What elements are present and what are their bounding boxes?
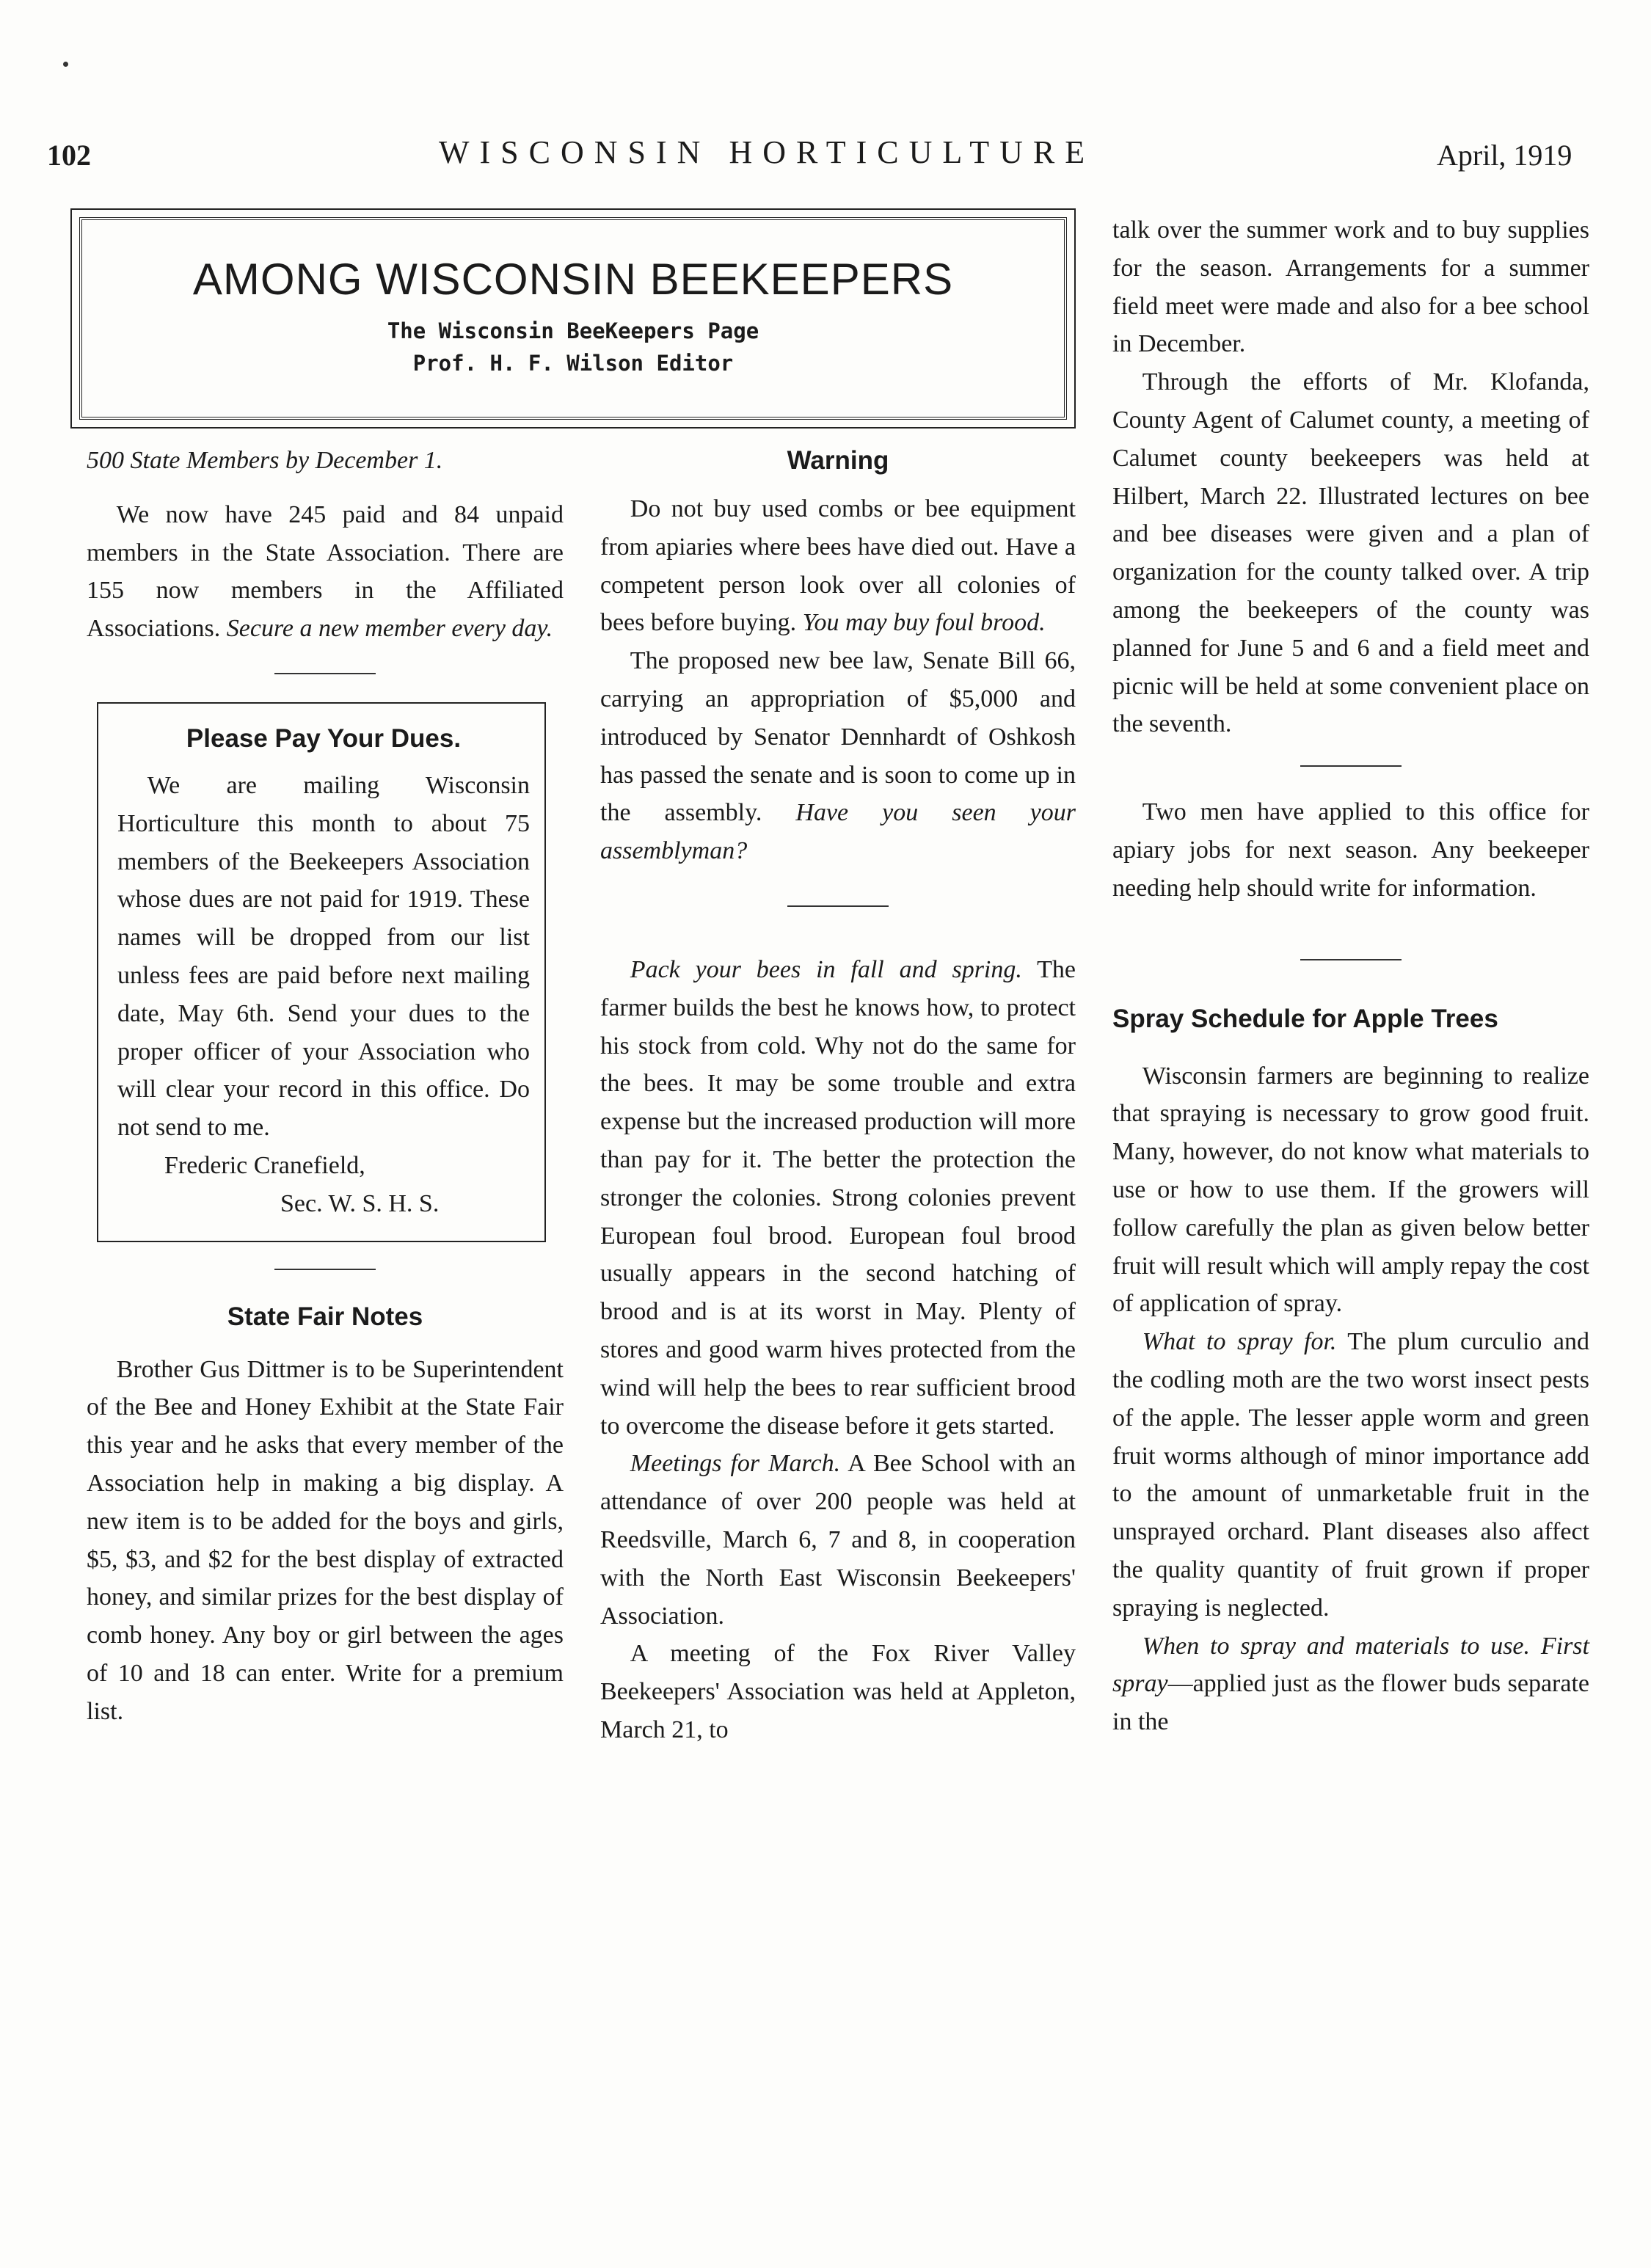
warning-heading: Warning [787, 446, 889, 475]
calumet-meeting-text: Through the efforts of Mr. Klofanda, County Agent of Calumet county, a meeting of Calumet county beekeepers was held at Hilbert, March 22. Illustrated lectures on bee and bee diseases were given and a plan of organization for the county talked over. A trip among the beekeepers of the county was planned for June 5 and 6 and a field meet and picnic will be held at some convenient place on the seventh. [1112, 368, 1589, 738]
pack-bees-text: The farmer builds the best he knows how, to protect his stock from cold. Why not do the same for the bees. It may be some trouble and extra expense but the increased production will more than pay for it. The better the protection the stronger the colonies. Strong colonies prevent European foul brood. European foul brood usually appears in the second hatching of brood and is at its worst in May. Plenty of stores and good warm hives protected from the wind will help the bees to rear sufficient brood to overcome the disease before it gets started. [600, 955, 1076, 1440]
meetings-italic: Meetings for March. [630, 1450, 841, 1478]
continued-text: talk over the summer work and to buy supplies for the season. Arrangements for a summer field meet were made and also for a bee school in December. [1112, 216, 1589, 358]
masthead-subtitle: The Wisconsin BeeKeepers Page [387, 318, 759, 343]
dues-text: We are mailing Wisconsin Horticulture this month to about 75 members of the Beekeepers Association whose dues are not paid for 1919. These names will be dropped from our list unless fees are paid before next mailing date, May 6th. Send your dues to the proper officer of your Association who will clear your record in this office. Do not send to me. [117, 771, 530, 1142]
warning-italic: You may buy foul brood. [802, 609, 1046, 637]
divider [274, 1269, 376, 1270]
what-to-spray-italic: What to spray for. [1142, 1328, 1337, 1356]
what-to-spray-paragraph [1112, 1323, 1589, 1627]
apiary-jobs-text: Two men have applied to this office for apiary jobs for next season. Any beekeeper needing help should write for information. [1112, 798, 1589, 902]
meetings-paragraph [600, 1445, 1076, 1635]
dues-heading: Please Pay Your Dues. [186, 723, 462, 753]
members-heading: 500 State Members by December 1. [87, 447, 443, 474]
when-to-spray-text: —applied just as the flower buds separate in the [1112, 1670, 1589, 1736]
members-text: We now have 245 paid and 84 unpaid members in the State Association. There are 155 now members in the Affiliated Associations. [87, 500, 564, 643]
what-to-spray-text: The plum curculio and the codling moth are the two worst insect pests of the apple. The lesser apple worm and green fruit worms although of minor importance add to the amount of unmarketable fruit in the unsprayed orchard. Plant diseases also affect the quality quantity of fruit grown if proper spraying is neglected. [1112, 1328, 1589, 1622]
issue-date: April, 1919 [1437, 139, 1572, 172]
journal-title: WISCONSIN HORTICULTURE [439, 134, 1096, 170]
meetings-text: A Bee School with an attendance of over 200 people was held at Reedsville, March 6, 7 and 8, in cooperation with the North East Wisconsin Beekeepers' Association. [600, 1450, 1076, 1630]
divider [274, 673, 376, 674]
when-to-spray-italic: When to spray and materials to use. First spray [1112, 1632, 1589, 1698]
masthead-title: AMONG WISCONSIN BEEKEEPERS [192, 255, 954, 304]
warning-paragraph [600, 490, 1076, 642]
spray-intro-text: Wisconsin farmers are beginning to realize that spraying is necessary to grow good fruit. Many, however, do not know what materials to use or how to use them. If the growers will follow carefully the plan as given below better fruit will result which will amply repay the cost of application of spray. [1112, 1062, 1589, 1318]
divider [1300, 765, 1402, 767]
spray-schedule-heading: Spray Schedule for Apple Trees [1112, 1004, 1498, 1033]
members-slogan: Secure a new member every day. [226, 615, 553, 643]
column-1 [87, 442, 564, 1731]
warning-text: Do not buy used combs or bee equipment from apiaries where bees have died out. Have a competent person look over all colonies of bees before buying. [600, 495, 1076, 637]
bee-law-paragraph [600, 642, 1076, 870]
column-3 [1112, 211, 1589, 1741]
masthead-editor: Prof. H. F. Wilson Editor [412, 351, 734, 376]
dues-notice-box [97, 702, 546, 1242]
page-number: 102 [47, 139, 91, 172]
pack-bees-paragraph [600, 951, 1076, 1445]
dues-signature-name: Frederic Cranefield, [164, 1151, 365, 1179]
masthead-box [79, 217, 1067, 420]
column-2 [600, 442, 1076, 1749]
members-paragraph [87, 496, 564, 648]
dues-signature-title: Sec. W. S. H. S. [280, 1189, 440, 1217]
state-fair-heading: State Fair Notes [227, 1302, 423, 1331]
bee-law-text: The proposed new bee law, Senate Bill 66, carrying an appropriation of $5,000 and introduced by Senator Dennhardt of Oshkosh has passed the senate and is soon to come up in the assembly. [600, 647, 1076, 827]
fox-river-text: A meeting of the Fox River Valley Beekeepers' Association was held at Appleton, March 21, to [600, 1640, 1076, 1743]
divider [1300, 959, 1402, 960]
bee-law-italic: Have you seen your assemblyman? [600, 799, 1076, 865]
when-to-spray-paragraph [1112, 1627, 1589, 1741]
divider [787, 905, 889, 907]
pack-bees-italic: Pack your bees in fall and spring. [630, 955, 1022, 983]
ink-speck [63, 62, 68, 67]
state-fair-text: Brother Gus Dittmer is to be Superintendent of the Bee and Honey Exhibit at the State Fair this year and he asks that every member of the Association help in making a big display. A new item is to be added for the boys and girls, $5, $3, and $2 for the best display of extracted honey, and similar prizes for the best display of comb honey. Any boy or girl between the ages of 10 and 18 can enter. Write for a premium list. [87, 1355, 564, 1725]
